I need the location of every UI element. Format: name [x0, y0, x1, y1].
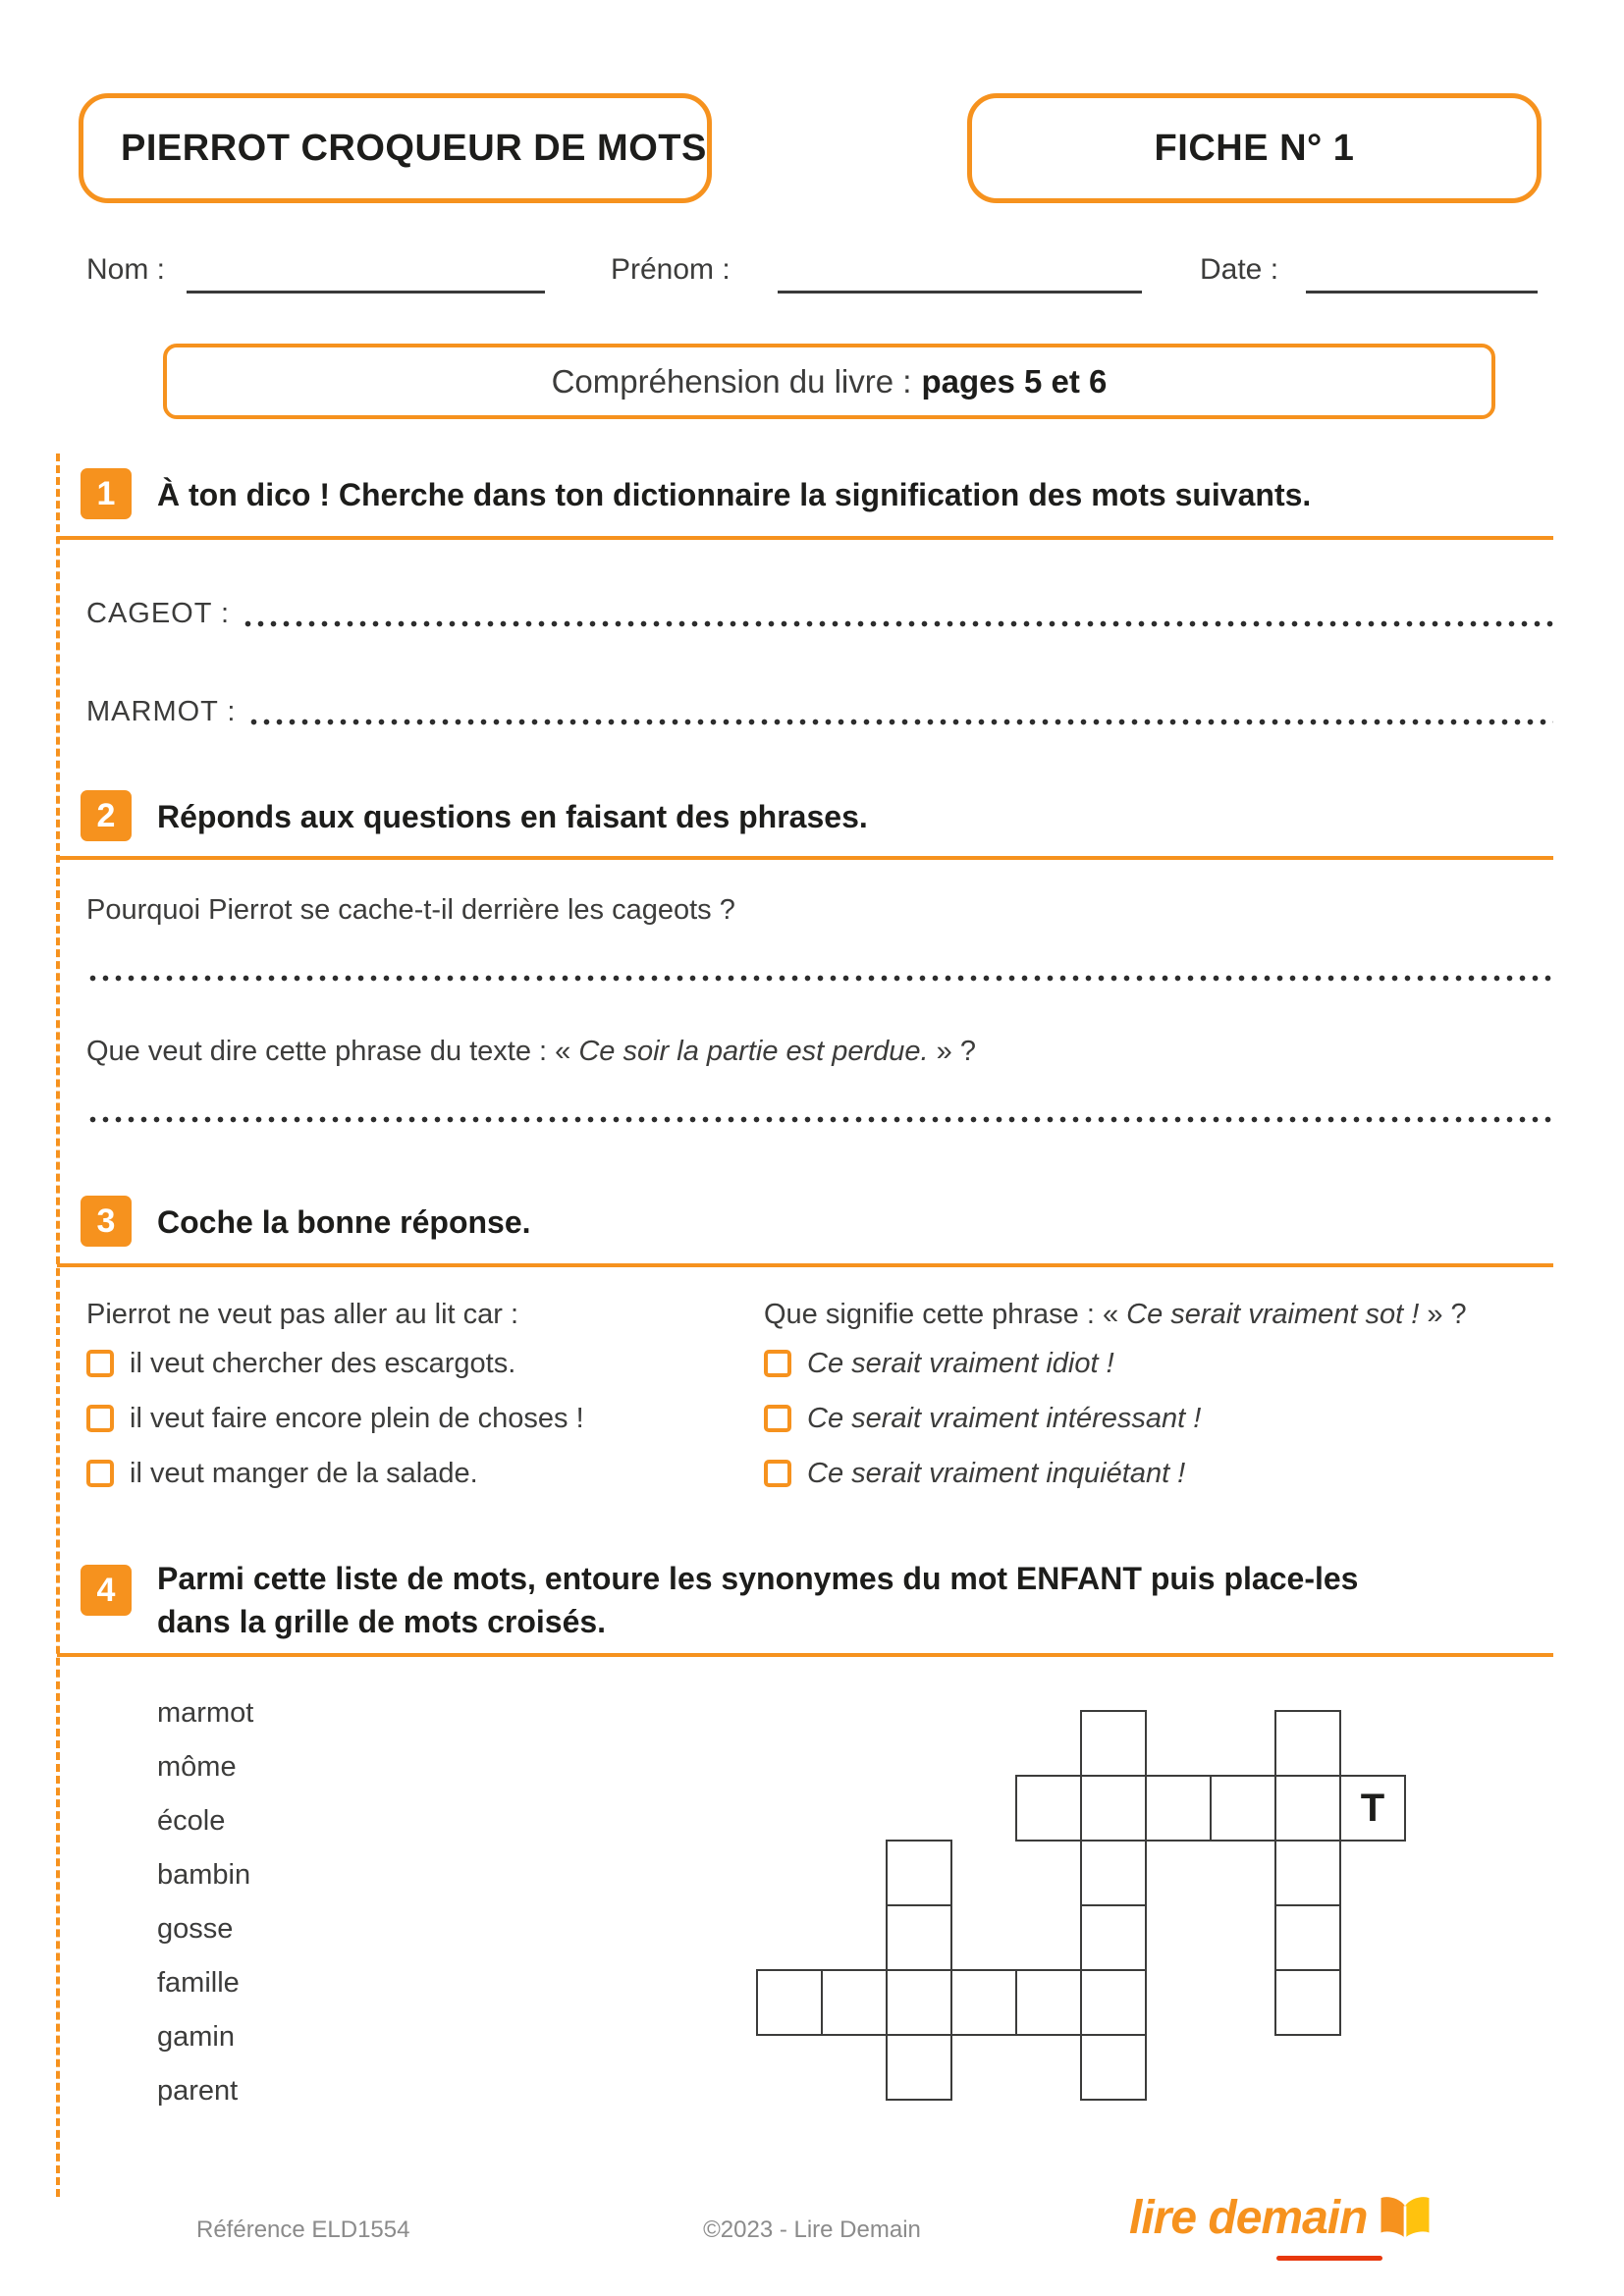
- worksheet-title: PIERROT CROQUEUR DE MOTS: [121, 127, 707, 169]
- option-label-left-3: il veut manger de la salade.: [130, 1458, 478, 1489]
- crossword-cell[interactable]: [950, 1969, 1017, 2036]
- crossword-cell[interactable]: [1274, 1775, 1341, 1842]
- crossword-cell[interactable]: [1210, 1775, 1276, 1842]
- firstname-label: Prénom :: [611, 253, 731, 286]
- definition-row-marmot: [86, 691, 1553, 732]
- crossword-cell[interactable]: [1080, 1840, 1147, 1906]
- crossword-cell[interactable]: [886, 1904, 952, 1971]
- word-list-item: parent: [157, 2075, 239, 2107]
- section-2-number-badge: 2: [81, 790, 132, 841]
- section-1-title: À ton dico ! Cherche dans ton dictionnaire la signification des mots suivants.: [157, 477, 1312, 512]
- question-1: Pourquoi Pierrot se cache-t-il derrière les cageots ?: [86, 894, 735, 926]
- checkbox-right-2[interactable]: [764, 1405, 791, 1432]
- crossword-cell[interactable]: [1145, 1775, 1212, 1842]
- logo-accent-bar: [1276, 2256, 1382, 2261]
- crossword-cell[interactable]: [1080, 1904, 1147, 1971]
- synonym-word-list: [157, 1695, 253, 2127]
- section-2-title: Réponds aux questions en faisant des phrases.: [157, 799, 868, 834]
- book-icon: [1377, 2193, 1434, 2244]
- answer-dotted-line[interactable]: [86, 1115, 1553, 1124]
- word-list-item: marmot: [157, 1697, 254, 1729]
- answer-dotted-line[interactable]: [242, 619, 1553, 628]
- question-2-quote: Ce soir la partie est perdue.: [578, 1036, 929, 1067]
- comprehension-banner: [163, 344, 1495, 419]
- section-1-number-badge: 1: [81, 468, 132, 519]
- option-label-left-1: il veut chercher des escargots.: [130, 1348, 516, 1379]
- word-list-item: bambin: [157, 1859, 251, 1891]
- checkbox-right-1[interactable]: [764, 1350, 791, 1377]
- crossword-cell[interactable]: [1274, 1904, 1341, 1971]
- word-list-item: école: [157, 1805, 226, 1837]
- option-label-left-2: il veut faire encore plein de choses !: [130, 1403, 584, 1434]
- crossword-cell[interactable]: [886, 1840, 952, 1906]
- option-label-right-2: Ce serait vraiment intéressant !: [807, 1403, 1202, 1434]
- name-input-line[interactable]: [187, 291, 545, 294]
- publisher-logo: [1129, 2191, 1434, 2245]
- question-2-suffix: » ?: [928, 1036, 976, 1067]
- section-3-title: Coche la bonne réponse.: [157, 1204, 531, 1240]
- crossword-grid: [756, 1710, 1406, 2101]
- fiche-number: FICHE N° 1: [1154, 127, 1355, 169]
- crossword-cell[interactable]: [886, 1969, 952, 2036]
- mcq-right-quote: Ce serait vraiment sot !: [1126, 1299, 1420, 1330]
- section-3-divider: [57, 1263, 1553, 1267]
- section-1-divider: [57, 536, 1553, 540]
- mcq-right-prefix: Que signifie cette phrase : «: [764, 1299, 1127, 1330]
- word-label-cageot: CAGEOT :: [86, 597, 231, 629]
- crossword-cell[interactable]: [1015, 1775, 1082, 1842]
- section-2-divider: [57, 856, 1553, 860]
- margin-dashed-line: [56, 454, 60, 2197]
- fiche-number-box: [967, 93, 1542, 203]
- option-label-right-1: Ce serait vraiment idiot !: [807, 1348, 1114, 1379]
- banner-pages: pages 5 et 6: [921, 362, 1108, 400]
- word-list-item: gamin: [157, 2021, 235, 2053]
- date-label: Date :: [1200, 253, 1279, 286]
- checkbox-left-1[interactable]: [86, 1350, 114, 1377]
- banner-text: Compréhension du livre :: [551, 362, 912, 400]
- crossword-cell[interactable]: T: [1339, 1775, 1406, 1842]
- crossword-cell[interactable]: [1274, 1969, 1341, 2036]
- firstname-input-line[interactable]: [778, 291, 1142, 294]
- section-4-title-line1: Parmi cette liste de mots, entoure les synonymes du mot ENFANT puis place-les: [157, 1561, 1359, 1596]
- publisher-logo-text: lire demain: [1129, 2192, 1368, 2244]
- definition-row-cageot: [86, 593, 1553, 634]
- crossword-cell[interactable]: [1080, 2034, 1147, 2101]
- checkbox-left-3[interactable]: [86, 1460, 114, 1487]
- word-label-marmot: MARMOT :: [86, 695, 237, 727]
- question-2-prefix: Que veut dire cette phrase du texte : «: [86, 1036, 579, 1067]
- crossword-cell[interactable]: [1015, 1969, 1082, 2036]
- question-2: [86, 1035, 976, 1068]
- section-3-number-badge: 3: [81, 1196, 132, 1247]
- mcq-right-question: [764, 1298, 1467, 1331]
- title-box: [79, 93, 712, 203]
- crossword-cell[interactable]: [886, 2034, 952, 2101]
- reference-text: Référence ELD1554: [196, 2216, 410, 2243]
- word-list-item: gosse: [157, 1913, 234, 1945]
- section-4-divider: [57, 1653, 1553, 1657]
- crossword-cell[interactable]: [1080, 1775, 1147, 1842]
- checkbox-left-2[interactable]: [86, 1405, 114, 1432]
- crossword-cell[interactable]: [1274, 1710, 1341, 1777]
- answer-dotted-line[interactable]: [247, 718, 1553, 726]
- section-4-title-line2: dans la grille de mots croisés.: [157, 1604, 607, 1639]
- checkbox-right-3[interactable]: [764, 1460, 791, 1487]
- mcq-right-suffix: » ?: [1419, 1299, 1467, 1330]
- crossword-cell[interactable]: [1080, 1710, 1147, 1777]
- option-label-right-3: Ce serait vraiment inquiétant !: [807, 1458, 1186, 1489]
- word-list-item: famille: [157, 1967, 240, 1999]
- crossword-cell[interactable]: [821, 1969, 888, 2036]
- crossword-cell[interactable]: [1080, 1969, 1147, 2036]
- mcq-left-question: Pierrot ne veut pas aller au lit car :: [86, 1299, 519, 1330]
- name-label: Nom :: [86, 253, 166, 286]
- copyright-text: ©2023 - Lire Demain: [703, 2216, 921, 2243]
- word-list-item: môme: [157, 1751, 237, 1783]
- section-4-number-badge: 4: [81, 1565, 132, 1616]
- date-input-line[interactable]: [1306, 291, 1538, 294]
- crossword-cell[interactable]: [1274, 1840, 1341, 1906]
- crossword-cell[interactable]: [756, 1969, 823, 2036]
- answer-dotted-line[interactable]: [86, 974, 1553, 983]
